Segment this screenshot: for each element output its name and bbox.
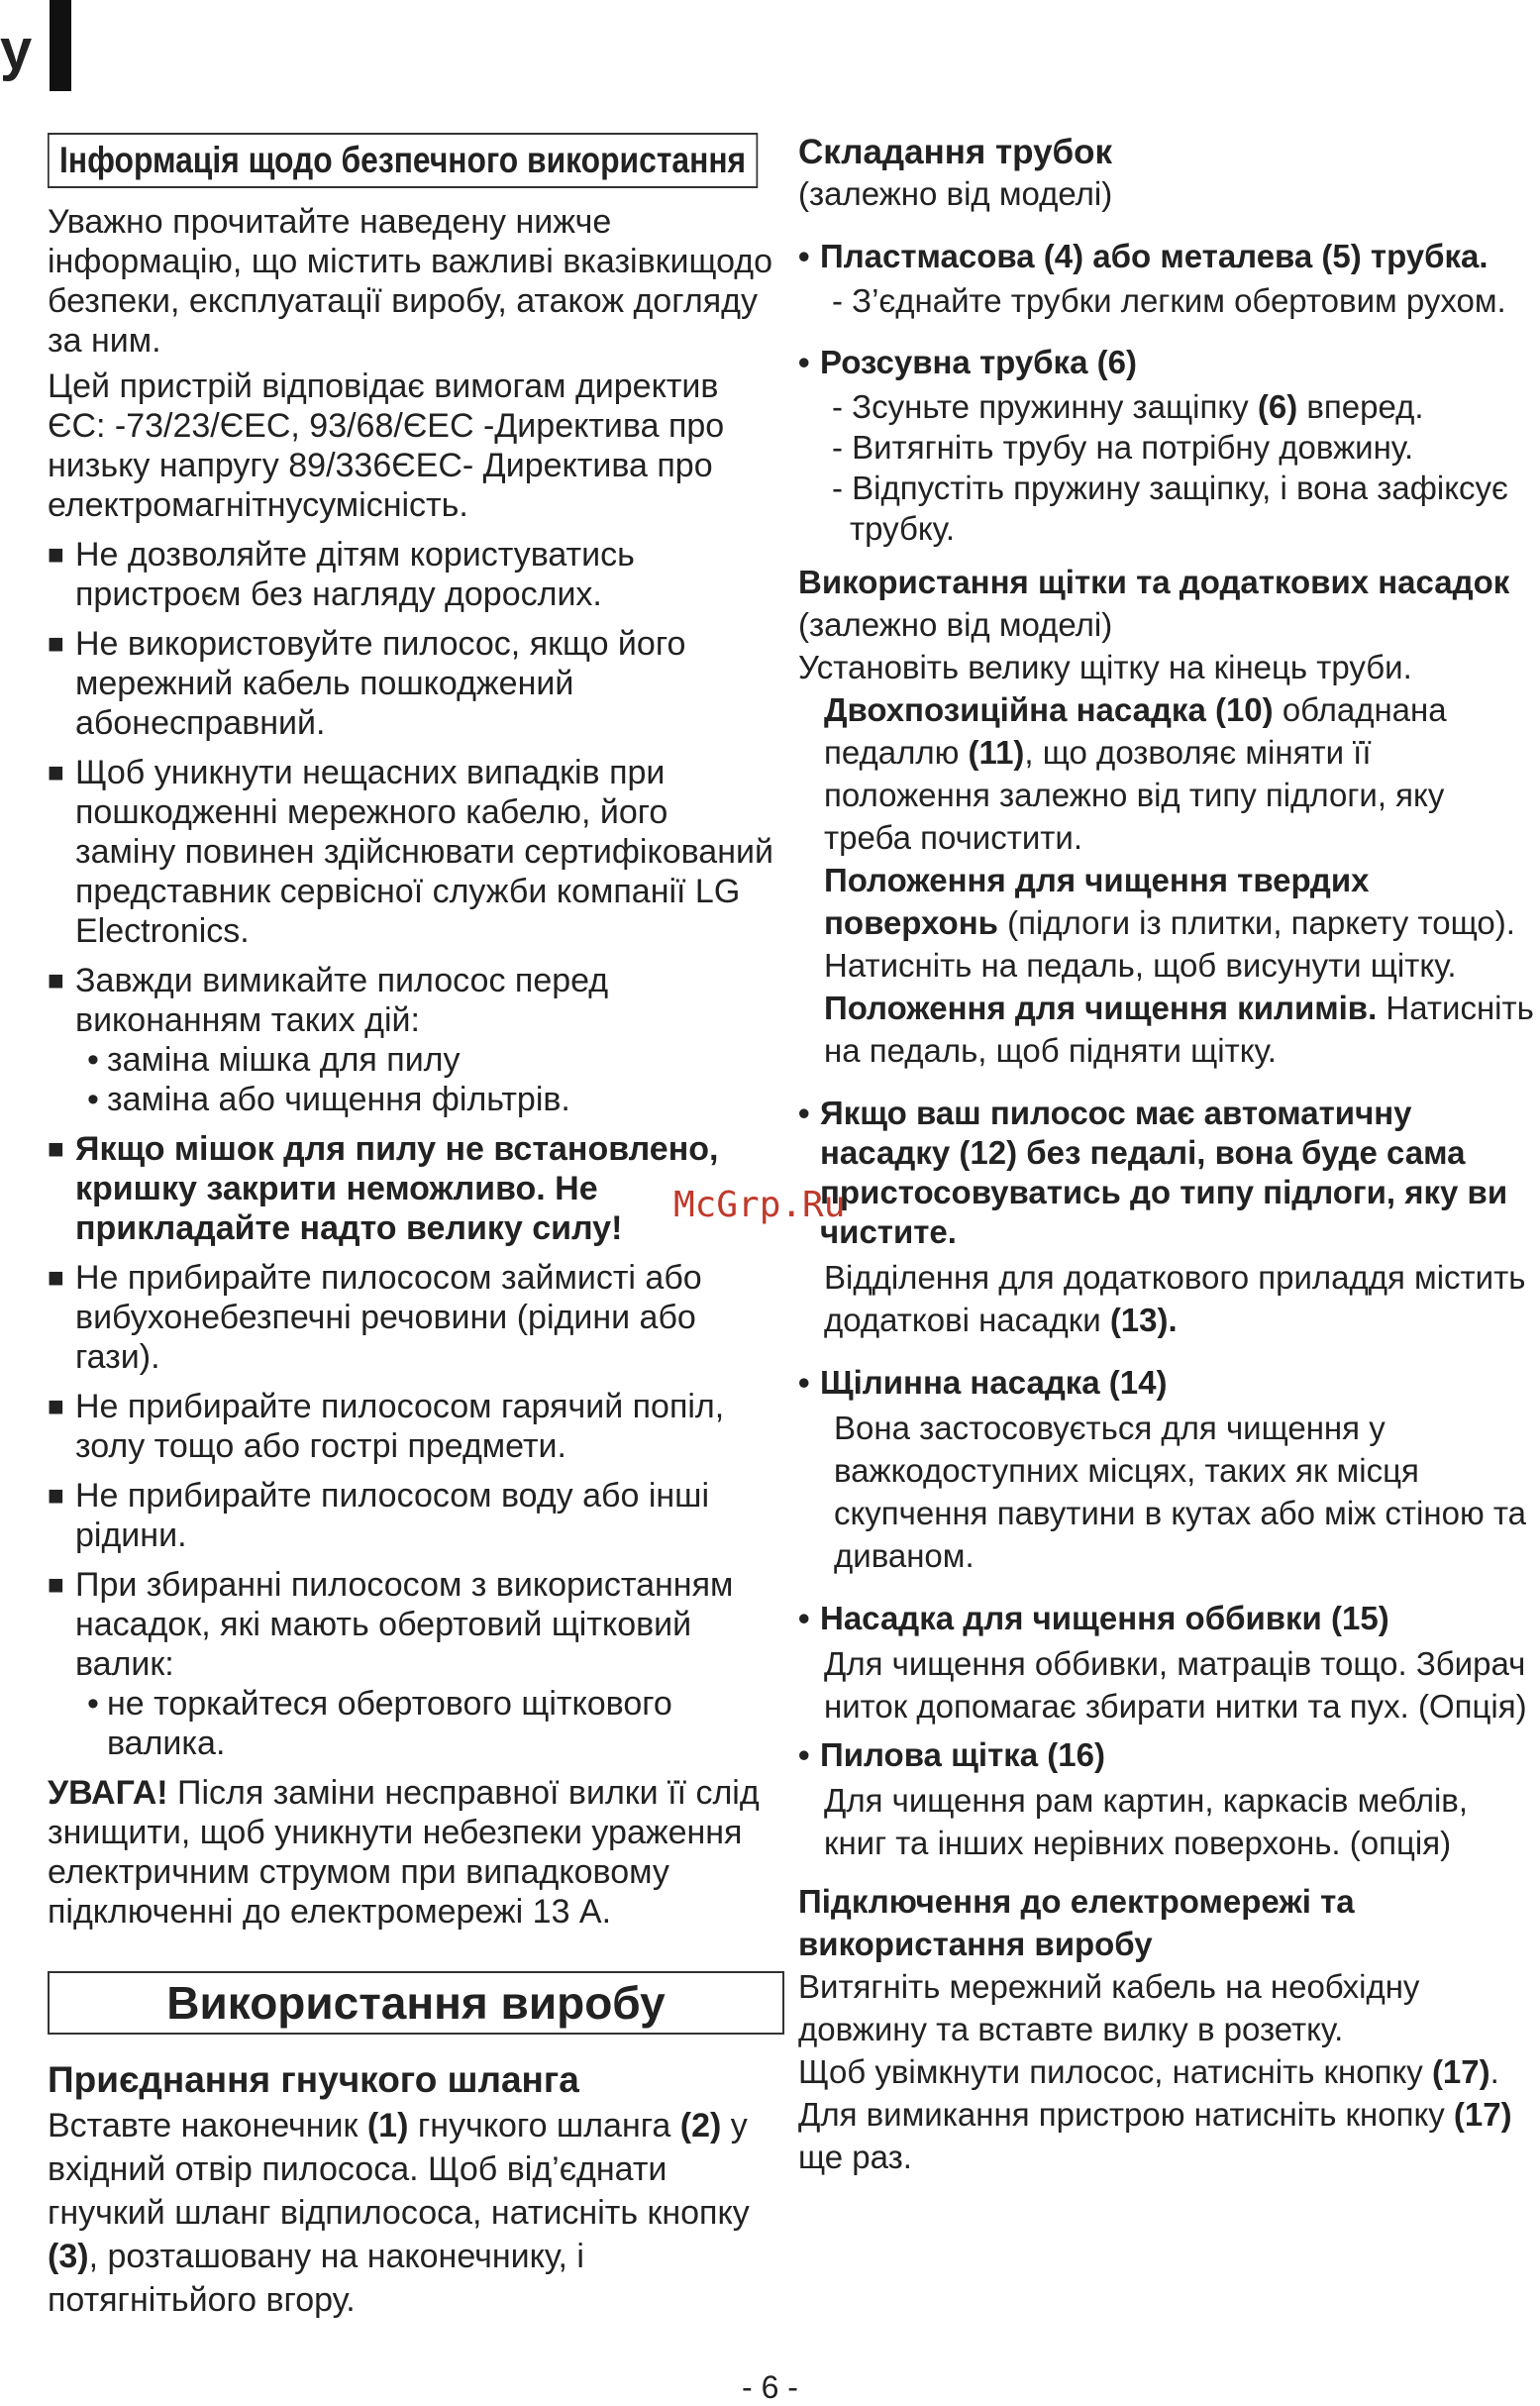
telescopic-step: - Відпустіть пружину защіпку, і вона зафіксує трубку. [832, 470, 1508, 547]
upholstery-item: • Насадка для чищення оббивки (15) [798, 1599, 1536, 1638]
safety-item-text: Завжди вимикайте пилосос перед виконанням таких дій: [75, 962, 609, 1039]
plastic-tube-desc: - З’єднайте трубки легким обертовим рухом. [832, 282, 1506, 319]
telescopic-step: - Витягніть трубу на потрібну довжину. [832, 429, 1414, 466]
tubes-heading: Складання трубок [798, 133, 1113, 171]
safety-item-bold: ■ Якщо мішок для пилу не встановлено, кришку закрити неможливо. Не прикладайте надто велику силу! [48, 1129, 776, 1248]
safety-item: ■ Щоб уникнути нещасних випадків при пошкодженні мережного кабелю, його заміну повинен здійснювати сертифікований представник сервісної служби компанії LG Electronics. [48, 753, 776, 951]
language-letter: у [0, 18, 33, 82]
tubes-subheading: (залежно від моделі) [798, 175, 1113, 212]
safety-item-text: При збиранні пилососом з використанням насадок, які мають обертовий щітковий валик: [75, 1566, 734, 1683]
telescopic-step: - Зсуньте пружинну защіпку (6) вперед. [832, 388, 1424, 425]
crevice-item: • Щілинна насадка (14) [798, 1363, 1536, 1403]
hose-heading: Приєднання гнучкого шланга [48, 2059, 579, 2100]
page-number: - 6 - [742, 2369, 798, 2405]
power-paragraph-3: Для вимикання пристрою натисніть кнопку (17) ще раз. [798, 2096, 1512, 2175]
safety-item: ■ Не прибирайте пилососом займисті або вибухонебезпечні речовини (рідини або гази). [48, 1258, 776, 1377]
warning-text: Після заміни несправної вилки її слід знищити, щоб уникнути небезпеки ураження електричним струмом при випадковому підключенні до електромережі 13 А. [48, 1774, 760, 1931]
brush-paragraph: Установіть велику щітку на кінець труби. [798, 649, 1412, 685]
hose-paragraph: Вставте наконечник (1) гнучкого шланга (2) у вхідний отвір пилососа. Щоб від’єднати гнучкий шланг відпилососа, натисніть кнопку (3), розташовану на наконечнику, і потягнітьйого вгору. [48, 2107, 750, 2319]
safety-item: ■ Не дозволяйте дітям користуватись пристроєм без нагляду дорослих. [48, 535, 776, 614]
safety-item: ■ Не прибирайте пилососом воду або інші рідини. [48, 1476, 776, 1555]
intro-paragraph-1: Уважно прочитайте наведену нижче інформацію, що містить важливі вказівкищодо безпеки, експлуатації виробу, атакож догляду за ним. [48, 203, 773, 360]
safety-item [48, 1565, 776, 1763]
auto-nozzle-item: • Якщо ваш пилосос має автоматичну насадку (12) без педалі, вона буде сама пристосовуватись до типу підлоги, яку ви чистите. [798, 1094, 1536, 1252]
language-tab [0, 0, 75, 91]
brush-heading: Використання щітки та додаткових насадок (залежно від моделі) [798, 564, 1510, 643]
power-heading: Підключення до електромережі та використання виробу [798, 1883, 1355, 1962]
safety-heading: Інформація щодо безпечного використання [48, 133, 758, 188]
crevice-desc: Вона застосовується для чищення у важкодоступних місцях, таких як місця скупчення павутини в кутах або між стіною та диваном. [834, 1410, 1526, 1574]
hard-floor-paragraph: Положення для чищення твердих поверхонь (підлоги із плитки, паркету тощо). Натисніть на педаль, щоб висунути щітку. Положення для чищення килимів. Натисніть на педаль, щоб підняти щітку. [824, 862, 1534, 1069]
warning-paragraph [48, 1773, 776, 1932]
power-paragraph-2: Щоб увімкнути пилосос, натисніть кнопку (17). [798, 2053, 1499, 2090]
upholstery-desc: Для чищення оббивки, матраців тощо. Збирач ниток допомагає збирати нитки та пух. (Опція) [824, 1645, 1527, 1725]
power-paragraph-1: Витягніть мережний кабель на необхідну довжину та вставте вилку в розетку. [798, 1968, 1420, 2047]
sub-item: • заміна мішка для пилу [75, 1040, 776, 1080]
sub-item: • заміна або чищення фільтрів. [75, 1080, 776, 1119]
sub-item: • не торкайтеся обертового щіткового валика. [75, 1684, 776, 1763]
safety-item [48, 961, 776, 1119]
safety-item: ■ Не використовуйте пилосос, якщо його мережний кабель пошкоджений абонесправний. [48, 624, 776, 743]
usage-heading: Використання виробу [48, 1971, 784, 2035]
left-column [48, 133, 776, 2328]
right-column [798, 133, 1536, 2178]
safety-item: ■ Не прибирайте пилососом гарячий попіл, золу тощо або гострі предмети. [48, 1387, 776, 1466]
accessory-paragraph: Відділення для додаткового приладдя містить додаткові насадки (13). [824, 1259, 1526, 1338]
dual-nozzle-paragraph: Двохпозиційна насадка (10) обладнана педаллю (11), що дозволяє міняти її положення залежно від типу підлоги, яку треба почистити. [824, 691, 1447, 856]
tab-bar [50, 0, 71, 91]
dust-brush-desc: Для чищення рам картин, каркасів меблів, книг та інших нерівних поверхонь. (опція) [824, 1782, 1468, 1861]
intro-paragraph-2: Цей пристрій відповідає вимогам директив ЄС: -73/23/ЄЕС, 93/68/ЄЕС -Директива про низьку напругу 89/336ЄЕС- Директива про електромагнітнусумісність. [48, 367, 725, 524]
dust-brush-item: • Пилова щітка (16) [798, 1735, 1536, 1775]
plastic-tube-item: • Пластмасова (4) або металева (5) трубка. [798, 237, 1536, 276]
watermark: McGrp.Ru [673, 1185, 846, 1225]
telescopic-tube-item: • Розсувна трубка (6) [798, 343, 1536, 382]
warning-label: УВАГА! [48, 1774, 168, 1812]
